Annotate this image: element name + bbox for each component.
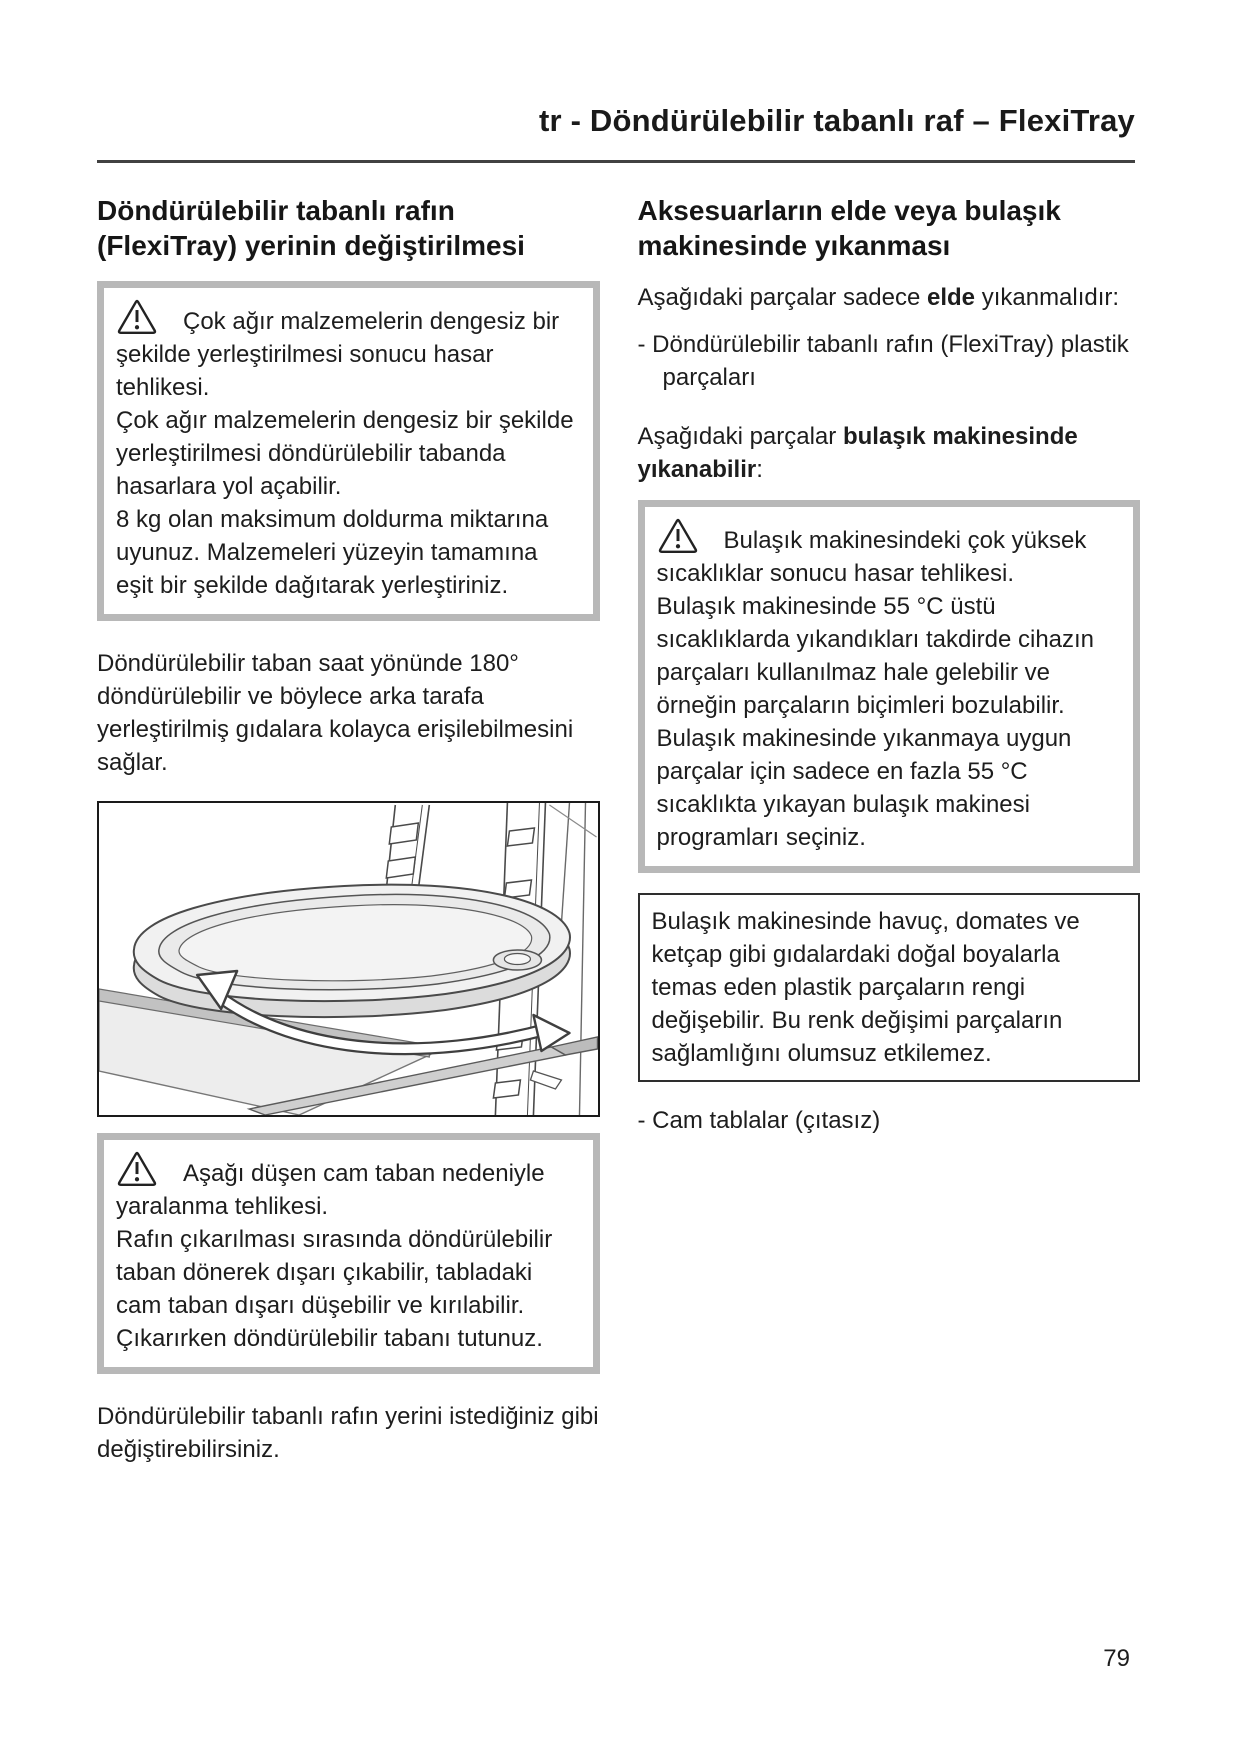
content-columns <box>97 193 1140 1488</box>
info-text: Bulaşık makinesinde havuç, domates ve ketçap gibi gıdalardaki doğal boyalarla temas eden plastik parçaların rengi değişebilir. Bu renk değişimi parçaların sağlamlığını olumsuz etkilemez. <box>651 907 1080 1067</box>
intro-text: : <box>756 455 763 483</box>
right-section-heading: Aksesuarların elde veya bulaşık makinesinde yıkanması <box>637 194 1061 261</box>
warning-paragraph: Bulaşık makinesinde yıkanmaya uygun parçalar için sadece en fazla 55 °C sıcaklıkta yıkayan bulaşık makinesi programları seçiniz. <box>656 724 1072 851</box>
warning-text: Çok ağır malzemelerin dengesiz bir şekilde yerleştirilmesi sonucu hasar tehlikesi. <box>116 307 560 401</box>
warning-paragraph: Bulaşık makinesinde 55 °C üstü sıcaklıklarda yıkandıkları takdirde cihazın parçaları kullanılmaz hale gelebilir ve örneğin parçaların biçimleri bozulabilir. <box>656 592 1095 719</box>
flexitray-illustration <box>97 801 600 1117</box>
warning-paragraph: Rafın çıkarılması sırasında döndürülebilir taban dönerek dışarı çıkabilir, tabladaki cam taban dışarı düşebilir ve kırılabilir. <box>116 1225 553 1319</box>
warning-triangle-icon <box>116 298 158 335</box>
warning-paragraph: Çıkarırken döndürülebilir tabanı tutunuz. <box>116 1324 543 1352</box>
intro-bold: elde <box>927 283 976 311</box>
page-number: 79 <box>1103 1645 1130 1672</box>
flexitray-rotation-drawing <box>99 803 598 1115</box>
warning-triangle-icon <box>657 517 699 554</box>
warning-paragraph: 8 kg olan maksimum doldurma miktarına uyunuz. Malzemeleri yüzeyin tamamına eşit bir şekilde dağıtarak yerleştiriniz. <box>116 505 549 599</box>
warning-paragraph <box>116 298 581 404</box>
warning-box-dishwasher-heat <box>638 500 1141 873</box>
header-rule <box>97 160 1135 163</box>
warning-paragraph <box>657 517 1122 590</box>
header-title: tr - Döndürülebilir tabanlı raf – FlexiTray <box>539 103 1135 138</box>
dishwasher-intro <box>638 420 1141 486</box>
warning-box-falling-glass <box>97 1133 600 1374</box>
body-paragraph: Döndürülebilir taban saat yönünde 180° döndürülebilir ve böylece arka tarafa yerleştirilmiş gıdalara kolayca erişilebilmesini sağlar. <box>97 649 574 776</box>
intro-text: Aşağıdaki parçalar <box>637 422 843 450</box>
info-box-discoloration <box>638 893 1141 1082</box>
dishwasher-list-item: - Cam tablalar (çıtasız) <box>637 1106 881 1134</box>
left-column <box>97 193 600 1488</box>
right-column <box>638 193 1141 1163</box>
warning-paragraph <box>116 1150 581 1223</box>
warning-text: Bulaşık makinesindeki çok yüksek sıcaklıklar sonucu hasar tehlikesi. <box>656 526 1087 587</box>
page-header <box>97 103 1135 163</box>
body-paragraph: Döndürülebilir tabanlı rafın yerini istediğiniz gibi değiştirebilirsiniz. <box>97 1402 599 1463</box>
warning-box-unbalanced-load <box>97 281 600 621</box>
left-section-heading: Döndürülebilir tabanlı rafın (FlexiTray) yerinin değiştirilmesi <box>97 194 525 261</box>
intro-bold: bulaşık makinesinde yıkanabilir <box>637 422 1078 483</box>
hand-wash-list-item: - Döndürülebilir tabanlı rafın (FlexiTray) plastik parçaları <box>637 330 1129 391</box>
intro-text: Aşağıdaki parçalar sadece <box>637 283 927 311</box>
warning-triangle-icon <box>116 1150 158 1187</box>
warning-text: Aşağı düşen cam taban nedeniyle yaralanma tehlikesi. <box>116 1159 545 1220</box>
hand-wash-intro <box>638 281 1141 314</box>
warning-paragraph: Çok ağır malzemelerin dengesiz bir şekilde yerleştirilmesi döndürülebilir tabanda hasarlara yol açabilir. <box>116 406 574 500</box>
intro-text: yıkanmalıdır: <box>975 283 1120 311</box>
